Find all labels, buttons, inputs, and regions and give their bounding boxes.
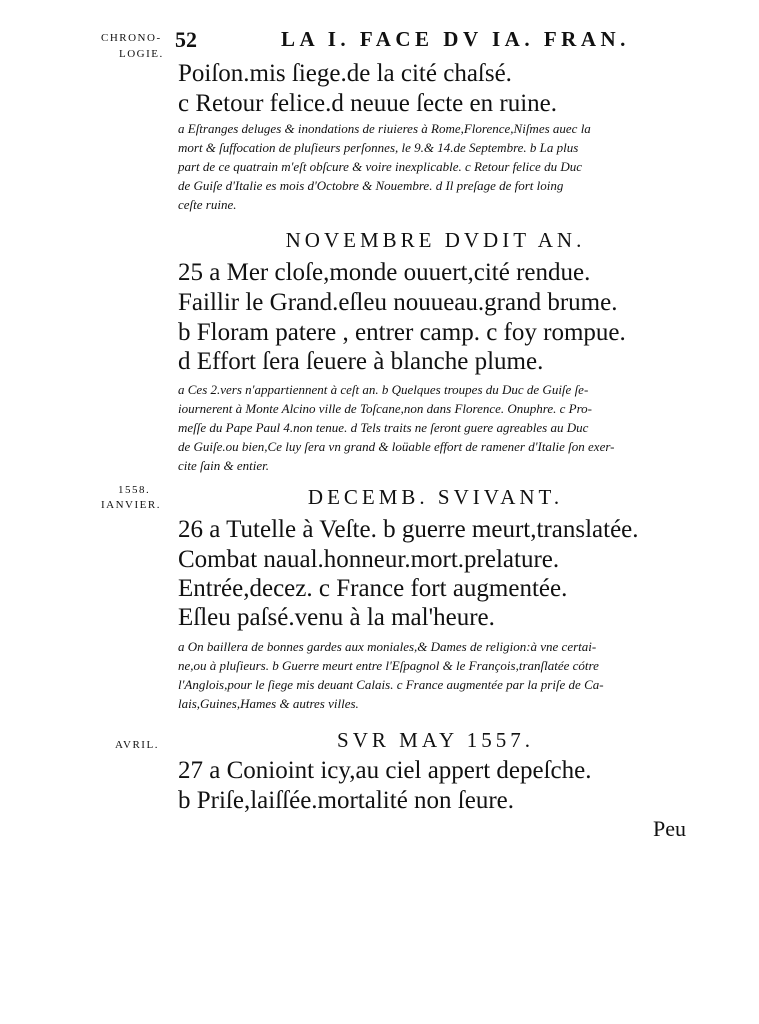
note-line: l'Anglois,pour le ſiege mis deuant Calais. c France augmentée par la priſe de Ca- (178, 677, 604, 692)
note-line: ceſte ruine. (178, 197, 237, 212)
section-heading: SVR MAY 1557. (337, 728, 534, 752)
note-line: lais,Guines,Hames & autres villes. (178, 696, 359, 711)
note-line: meſſe du Pape Paul 4.non tenue. d Tels traits ne ſeront guere agreables au Duc (178, 420, 589, 435)
section-heading: NOVEMBRE DVDIT AN. (285, 228, 586, 252)
note-line: cite ſain & entier. (178, 458, 269, 473)
note-line: ne,ou à pluſieurs. b Guerre meurt entre l'Eſpagnol & le François,tranſlatée cótre (178, 658, 599, 673)
margin-janvier: IANVIER. (101, 499, 161, 511)
margin-avril: AVRIL. (115, 739, 159, 751)
verse-line: 26 a Tutelle à Veſte. b guerre meurt,translatée. (178, 516, 639, 543)
running-title: LA I. FACE DV IA. FRAN. (281, 27, 630, 51)
commentary-note (178, 119, 693, 214)
verse-line: b Floram patere , entrer camp. c foy rompue. (178, 319, 626, 346)
commentary-note (178, 637, 693, 713)
note-line: part de ce quatrain m'eſt obſcure & voire inexplicable. c Retour felice du Duc (178, 159, 582, 174)
verse-line: Entrée,decez. c France fort augmentée. (178, 575, 568, 602)
note-line: de Guiſe d'Italie es mois d'Octobre & Nouembre. d Il preſage de fort loing (178, 178, 564, 193)
note-line: a On baillera de bonnes gardes aux moniales,& Dames de religion:à vne certai- (178, 639, 597, 654)
catchword: Peu (653, 816, 686, 841)
margin-chronologie-line2: LOGIE. (119, 48, 164, 60)
verse-line: 27 a Conioint icy,au ciel appert depeſche. (178, 757, 592, 784)
note-line: iournerent à Monte Alcino ville de Toſcane,non dans Florence. Onuphre. c Pro- (178, 401, 592, 416)
page-number: 52 (175, 27, 197, 52)
verse-line: Eſleu paſsé.venu à la mal'heure. (178, 604, 495, 631)
verse-line: d Effort ſera ſeuere à blanche plume. (178, 348, 544, 375)
note-line: de Guiſe.ou bien,Ce luy ſera vn grand & loüable effort de ramener d'Italie ſon exer- (178, 439, 615, 454)
margin-year-1558: 1558. (118, 484, 151, 496)
verse-line: b Priſe,laiſſée.mortalité non ſeure. (178, 787, 514, 814)
section-heading: DECEMB. SVIVANT. (307, 485, 564, 509)
commentary-note (178, 380, 693, 475)
verse-line: Faillir le Grand.eſleu nouueau.grand brume. (178, 289, 618, 316)
note-line: a Eſtranges deluges & inondations de riuieres à Rome,Florence,Niſmes auec la (178, 121, 591, 136)
margin-chronologie-line1: CHRONO- (101, 32, 162, 44)
note-line: a Ces 2.vers n'appartiennent à ceſt an. b Quelques troupes du Duc de Guiſe ſe- (178, 382, 589, 397)
verse-line: 25 a Mer cloſe,monde ouuert,cité rendue. (178, 259, 591, 286)
note-line: mort & ſuffocation de pluſieurs perſonnes, le 9.& 14.de Septembre. b La plus (178, 140, 579, 155)
verse-line: Poiſon.mis ſiege.de la cité chaſsé. (178, 60, 512, 87)
verse-line: c Retour felice.d neuue ſecte en ruine. (178, 90, 557, 117)
verse-line: Combat naual.honneur.mort.prelature. (178, 546, 560, 573)
